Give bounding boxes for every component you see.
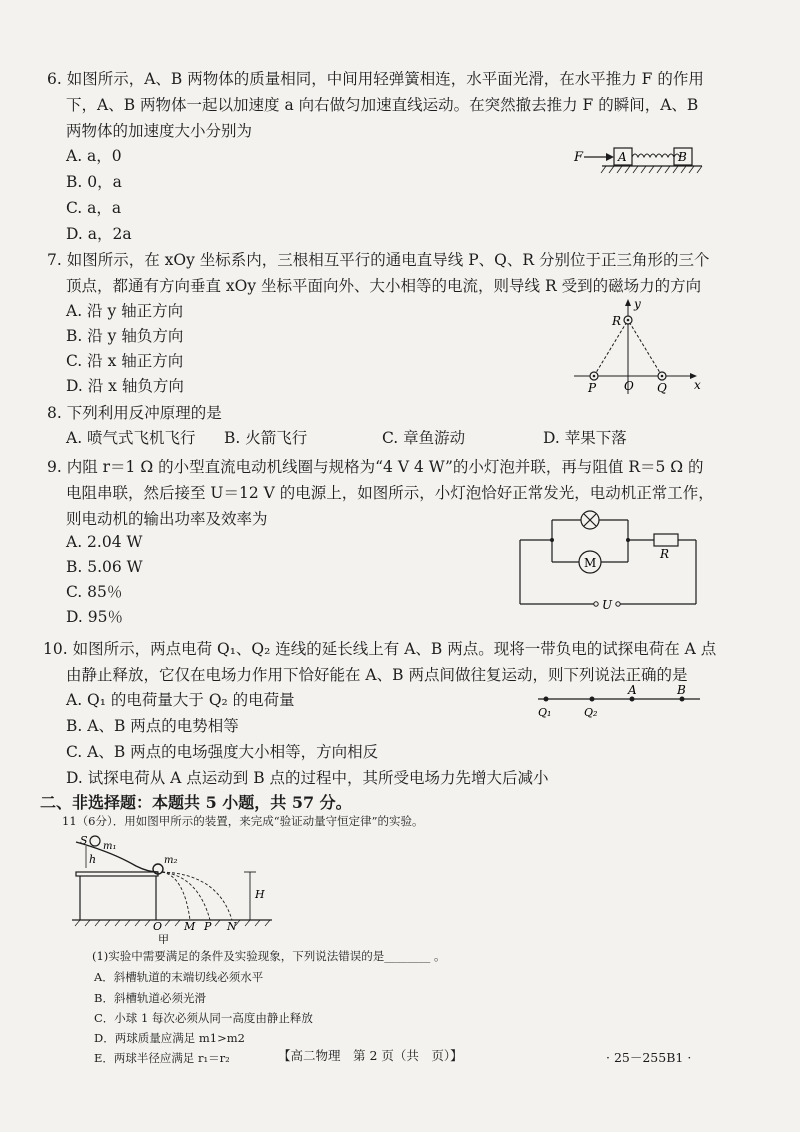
label-r: R [612,314,622,328]
label-q: Q [657,381,667,395]
q8-option-d: D. 苹果下落 [543,429,627,447]
y-axis-arrow-icon [625,299,631,306]
label-h-big: H [255,888,265,901]
label-s: S [80,834,88,847]
point-a-dot [630,697,635,702]
q9-line-3: 则电动机的输出功率及效率为 [66,510,268,528]
q11-option-c: C．小球 1 每次必须从同一高度由静止释放 [94,1011,313,1025]
q6-line-3: 两物体的加速度大小分别为 [66,122,253,140]
q10-option-d: D. 试探电荷从 A 点运动到 B 点的过程中，其所受电场力先增大后减小 [66,769,549,787]
label-n: N [227,920,237,933]
x-axis-label: x [694,378,701,392]
q7-option-a: A. 沿 y 轴正方向 [66,302,184,320]
q10-line-2: 由静止释放，它仅在电场力作用下恰好能在 A、B 两点间做往复运动，则下列说法正确的是 [66,666,688,684]
q9-line-2: 电阻串联，然后接至 U＝12 V 的电源上，如图所示，小灯泡恰好正常发光，电动机正常工作， [66,484,714,502]
label-o: O [153,920,163,933]
q7-option-b: B. 沿 y 轴负方向 [66,327,184,345]
label-b: B [677,684,686,697]
ball-1-icon [90,836,100,846]
q11-apparatus-figure [72,832,282,944]
resistor-icon [654,534,678,546]
q6-figure [570,142,710,176]
q7-option-c: C. 沿 x 轴正方向 [66,352,184,370]
q10-option-b: B. A、B 两点的电势相等 [66,717,239,735]
resistor-label: R [660,547,670,561]
q9-option-a: A. 2.04 W [66,533,143,551]
label-m1: m₁ [103,841,117,852]
q7-line-2: 顶点，都通有方向垂直 xOy 坐标平面向外、大小相等的电流，则导线 R 受到的磁场力的方向 [66,277,702,295]
block-b-label: B [678,150,687,164]
figure-caption: 甲 [158,933,169,944]
q6-line-1: 6. 如图所示，A、B 两物体的质量相同，中间用轻弹簧相连，水平面光滑，在水平推力 F 的作用 [47,70,704,88]
q8-text: 8. 下列利用反冲原理的是 [47,404,222,422]
q6-option-b: B. 0，a [66,173,122,191]
label-q2: Q₂ [584,706,598,719]
label-m: M [184,920,196,933]
label-p: P [204,920,212,933]
label-a: A [628,684,637,697]
motor-label: M [584,556,597,570]
floor-hatch [75,920,270,926]
q11-intro: 11（6分）．用如图甲所示的装置，来完成“验证动量守恒定律”的实验。 [62,814,424,828]
q7-figure [568,296,708,398]
q10-line-1: 10. 如图所示，两点电荷 Q₁、Q₂ 连线的延长线上有 A、B 两点。现将一带负电的试探电荷在 A 点 [43,640,717,658]
charge-q1-dot [544,697,549,702]
ground-hatch [601,166,702,173]
page-code: · 25－255B1 · [606,1050,692,1065]
q9-line-1: 9. 内阻 r＝1 Ω 的小型直流电动机线圈与规格为“4 V 4 W”的小灯泡并联，再与阻值 R＝5 Ω 的 [47,458,704,476]
page-footer: 【高二物理 第 2 页（共 页）】 [278,1048,463,1063]
charge-q2-dot [590,697,595,702]
q8-option-a: A. 喷气式飞机飞行 [66,429,196,447]
label-q1: Q₁ [538,706,552,719]
q9-option-c: C. 85％ [66,583,123,601]
q8-option-c: C. 章鱼游动 [382,429,466,447]
q6-line-2: 下，A、B 两物体一起以加速度 a 向右做匀加速直线运动。在突然撤去推力 F 的瞬间，A、B [66,96,699,114]
q9-circuit-figure [512,502,708,618]
block-a-label: A [618,150,627,164]
trajectories [162,872,232,920]
q10-option-c: C. A、B 两点的电场强度大小相等，方向相反 [66,743,379,761]
section-2-heading: 二、非选择题：本题共 5 小题，共 57 分。 [40,793,352,812]
source-label: U [602,598,613,612]
point-b-dot [680,697,685,702]
q11-sub1: (1)实验中需要满足的条件及实验现象，下列说法错误的是________ 。 [92,949,446,963]
q7-line-1: 7. 如图所示，在 xOy 坐标系内，三根相互平行的通电直导线 P、Q、R 分别位于正三角形的三个 [47,251,710,269]
q11-option-e: E．两球半径应满足 r₁＝r₂ [94,1051,230,1065]
arrow-right-icon [606,153,614,161]
y-axis-label: y [634,297,641,311]
q8-option-b: B. 火箭飞行 [224,429,308,447]
label-p: P [588,381,597,395]
terminal-left [594,602,598,606]
label-o: O [624,379,634,393]
q6-force-label: F [574,150,584,165]
q9-option-b: B. 5.06 W [66,558,143,576]
q10-figure [534,684,704,720]
label-h-small: h [89,853,97,866]
spring-icon [632,154,680,157]
q7-option-d: D. 沿 x 轴负方向 [66,377,184,395]
q11-option-d: D．两球质量应满足 m1>m2 [94,1031,245,1045]
label-m2: m₂ [164,855,178,866]
q6-option-a: A. a，0 [66,147,122,165]
q6-option-d: D. a，2a [66,225,132,243]
q11-option-b: B．斜槽轨道必须光滑 [94,991,206,1005]
terminal-right [616,602,620,606]
q9-option-d: D. 95％ [66,608,123,626]
q11-option-a: A．斜槽轨道的末端切线必须水平 [94,970,264,984]
q6-option-c: C. a，a [66,199,122,217]
q10-option-a: A. Q₁ 的电荷量大于 Q₂ 的电荷量 [66,691,295,709]
